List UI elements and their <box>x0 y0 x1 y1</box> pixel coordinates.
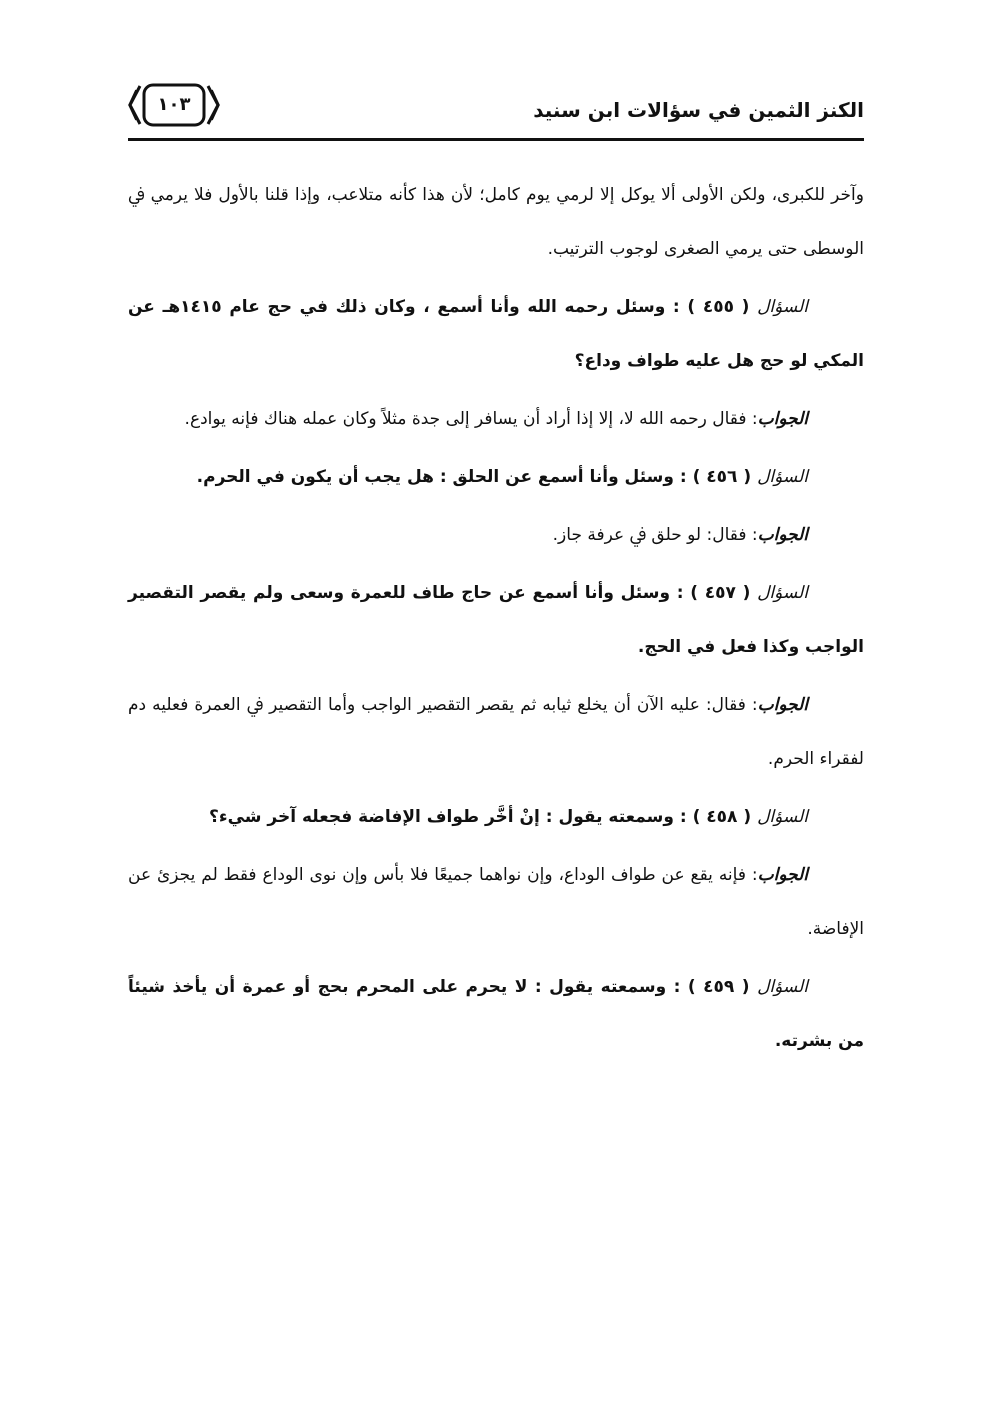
answer-text: : فقال رحمه الله لا، إلا إذا أراد أن يسافر إلى جدة مثلاً وكان عمله هناك فإنه يوادع. <box>184 409 758 429</box>
question-label: السؤال <box>757 977 808 997</box>
question-text: ( ٤٥٥ ) : وسئل رحمه الله وأنا أسمع ، وكان ذلك في حج عام ١٤١٥هـ عن المكي لو حج هل عليه طواف وداع؟ <box>128 297 864 371</box>
answer-label: الجواب <box>757 695 808 715</box>
answer-457 <box>128 678 864 786</box>
question-457 <box>128 566 864 674</box>
question-458 <box>128 790 864 844</box>
answer-455 <box>128 392 864 446</box>
question-459 <box>128 960 864 1068</box>
question-text: ( ٤٥٧ ) : وسئل وأنا أسمع عن حاج طاف للعمرة وسعى ولم يقصر التقصير الواجب وكذا فعل في الحج. <box>128 583 864 657</box>
answer-label: الجواب <box>757 865 808 885</box>
page-number: ١٠٣ <box>157 94 191 115</box>
answer-text: : فقال: لو حلق ﰲ عرفة جاز. <box>552 525 758 545</box>
answer-label: الجواب <box>757 409 808 429</box>
answer-458 <box>128 848 864 956</box>
question-456 <box>128 450 864 504</box>
question-label: السؤال <box>757 467 808 487</box>
paragraph-text: وآخر للكبرى، ولكن الأولى ألا يوكل إلا لرمي يوم كامل؛ لأن هذا كأنه متلاعب، وإذا قلنا بالأول فلا يرمي ﰲ الوسطى حتى يرمي الصغرى لوجوب الترتيب. <box>128 185 864 259</box>
page-number-badge <box>128 82 220 128</box>
question-label: السؤال <box>757 297 808 317</box>
question-455 <box>128 280 864 388</box>
question-label: السؤال <box>757 583 808 603</box>
paragraph <box>128 168 864 276</box>
question-label: السؤال <box>757 807 808 827</box>
question-text: ( ٤٥٩ ) : وسمعته يقول : لا يحرم على المحرم بحج أو عمرة أن يأخذ شيئاً من بشرته. <box>128 977 864 1051</box>
page-header <box>128 80 864 141</box>
question-text: ( ٤٥٦ ) : وسئل وأنا أسمع عن الحلق : هل يجب أن يكون في الحرم. <box>196 467 752 487</box>
answer-456 <box>128 508 864 562</box>
running-title: الكنز الثمين في سؤالات ابن سنيد <box>533 98 864 122</box>
document-page <box>128 80 864 141</box>
question-text: ( ٤٥٨ ) : وسمعته يقول : إنْ أخَّر طواف الإفاضة فجعله آخر شيء؟ <box>209 807 752 827</box>
answer-text: : فإنه يقع عن طواف الوداع، وإن نواهما جميعًا فلا بأس وإن نوى الوداع فقط لم يجزئ عن الإفاضة. <box>128 865 864 939</box>
answer-label: الجواب <box>757 525 808 545</box>
answer-text: : فقال: عليه الآن أن يخلع ثيابه ثم يقصر التقصير الواجب وأما التقصير ﰲ العمرة فعليه دم لفقراء الحرم. <box>128 695 864 769</box>
body-text <box>128 168 864 1072</box>
